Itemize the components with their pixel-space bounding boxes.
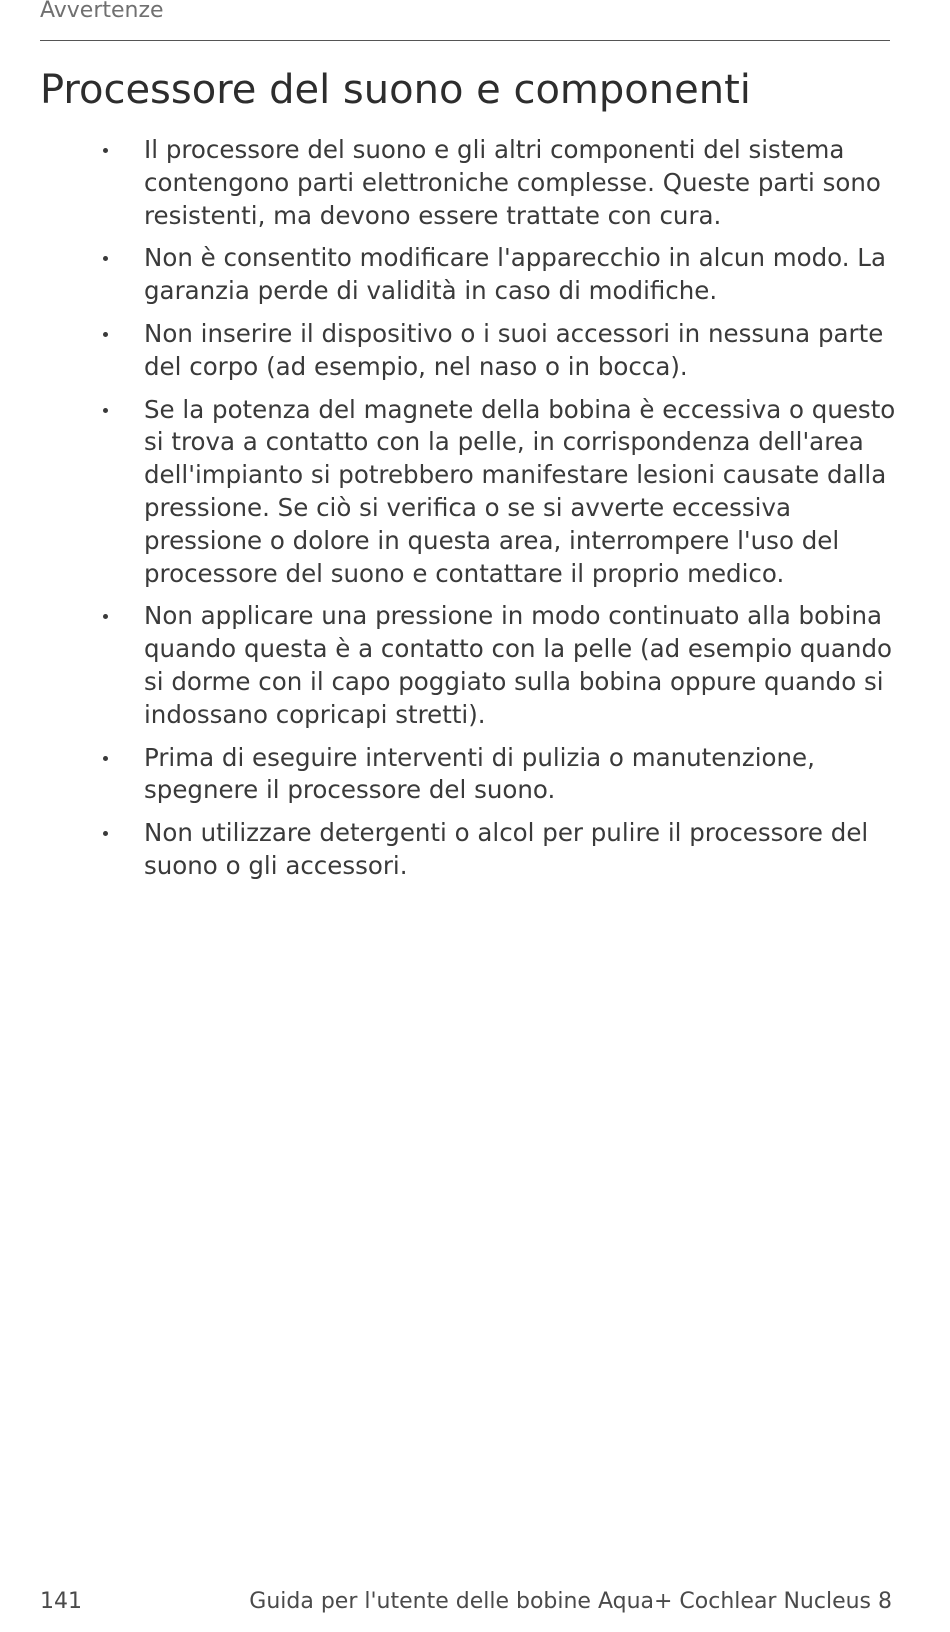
bullet-icon [103, 256, 108, 261]
page-number: 141 [40, 1589, 82, 1614]
bullet-icon [103, 831, 108, 836]
bullet-icon [103, 614, 108, 619]
list-item [0, 600, 950, 731]
header-divider [40, 40, 890, 41]
list-item [0, 134, 950, 232]
footer-document-title: Guida per l'utente delle bobine Aqua+ Cochlear Nucleus 8 [249, 1589, 892, 1614]
bullet-icon [103, 408, 108, 413]
list-item-text: Il processore del suono e gli altri componenti del sistema contengono parti elettroniche complesse. Queste parti sono resistenti, ma devono essere trattate con cura. [144, 135, 881, 230]
list-item-text: Prima di eseguire interventi di pulizia o manutenzione, spegnere il processore del suono. [144, 742, 815, 805]
list-item [0, 242, 950, 308]
list-item-text: Non utilizzare detergenti o alcol per pulire il processore del suono o gli accessori. [144, 818, 869, 880]
list-item-text: Se la potenza del magnete della bobina è eccessiva o questo si trova a contatto con la pelle, in corrispondenza dell'area dell'impianto si potrebbero manifestare lesioni causate dalla pressione. Se ciò si verifica o se si avverte eccessiva pressione o dolore in questa area, interrompere l'uso del processore del suono e contattare il proprio medico. [144, 394, 896, 588]
list-item [0, 394, 950, 591]
page-title: Processore del suono e componenti [40, 67, 751, 113]
list-item-text: Non inserire il dispositivo o i suoi accessori in nessuna parte del corpo (ad esempio, nel naso o in bocca). [144, 318, 884, 381]
running-header: Avvertenze [40, 0, 164, 23]
list-item-text: Non applicare una pressione in modo continuato alla bobina quando questa è a contatto con la pelle (ad esempio quando si dorme con il capo poggiato sulla bobina oppure quando si indossano copricapi stretti). [144, 601, 893, 729]
list-item [0, 742, 950, 808]
bullet-icon [103, 148, 108, 153]
bullet-icon [103, 756, 108, 761]
list-item-text: Non è consentito modificare l'apparecchio in alcun modo. La garanzia perde di validità in caso di modifiche. [144, 243, 886, 306]
bullet-icon [103, 332, 108, 337]
list-item [0, 817, 950, 883]
list-item [0, 318, 950, 384]
warning-list [0, 134, 950, 893]
